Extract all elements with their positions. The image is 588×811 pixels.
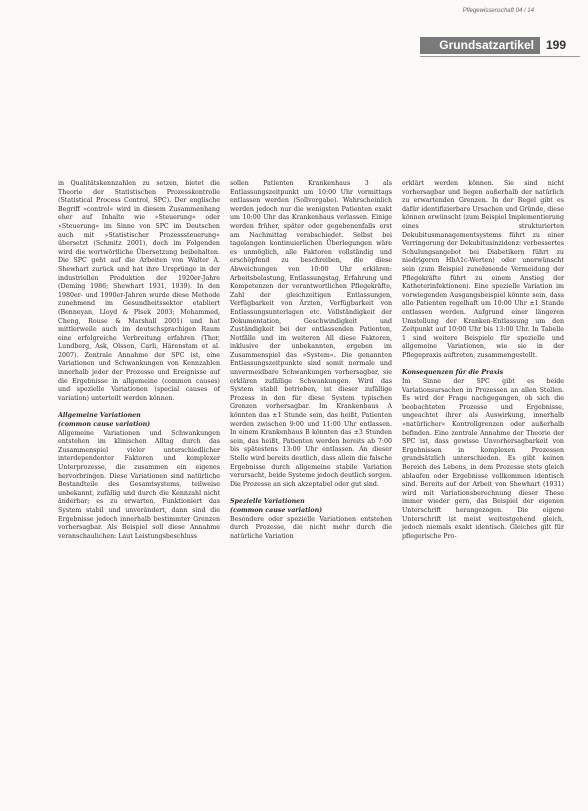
paragraph: Besondere oder spezielle Variationen entstehen durch Prozesse, die nicht mehr durch die natürliche Variation bbox=[230, 515, 392, 540]
subheading-sub: (common cause variation) bbox=[230, 506, 323, 514]
subheading: Allgemeine Variationen bbox=[58, 412, 141, 420]
paragraph: erklärt werden können. Sie sind nicht vorhersagbar und liegen außerhalb der natürlich zu erwartenden Grenzen. In der Regel gibt es dafür identifizierbare Ursachen und Gründe, diese können erwünscht (zum Beispiel Implementierung eines strukturierten Dekubitusmanagementsystems führt zu einer Verringerung der Dekubitusinzidenz: verbessertes Schulungsangebot bei Diabetikern führt zu niedrigeren HbA1c-Werten) oder unerwünscht sein (zum Beispiel zunehmende Vermeidung der Pflegekräfte führt zu einem Anstieg der Katheterinfektionen). Eine spezielle Variation im vorwiegenden Ausgangsbeispiel könnte sein, dass alle Patienten regelhaft um 10:00 Uhr ±1 Stunde entlassen werden. Aufgrund einer längeren Umstellung der Kranken-Entlassung um den Zeitpunkt auf 10:00 Uhr bis 13:00 Uhr. In Tabelle 1 sind weitere Beispiele für spezielle und allgemeine Variationen, wie sie in der Pflegepraxis auftreten, zusammengestellt. bbox=[402, 180, 564, 359]
page-number: 199 bbox=[546, 38, 567, 52]
text-column-3 bbox=[402, 180, 564, 541]
text-column-2 bbox=[230, 180, 392, 541]
paragraph: Allgemeine Variationen und Schwankungen entstehen im klinischen Alltag durch das Zusammenspiel vieler unterschiedlicher interdependenter Faktoren und komplexer Unterprozesse, die zusammen ein eigenes hervorbringen. Diese Variationen sind natürliche Bestandteile des Gesamtsystems, teilweise unbekannt, zufällig und durch die Kennzahl nicht änderbar; es zu erwarten. Funktioniert das System stabil und unverändert, dann sind die Ergebnisse jedoch innerhalb bestimmter Grenzen vorhersagbar. Als Beispiel soll diese Annahme veranschaulichen: Laut Leistungsbeschluss bbox=[58, 429, 220, 540]
subheading: Konsequenzen für die Praxis bbox=[402, 369, 504, 377]
paragraph: Im Sinne der SPC gibt es beide Variationsursachen in Prozessen an allen Stellen. Es wird der Frage nachgegangen, ob sich die beobachteten Prozesse und Ergebnisse, ungeachtet ihrer als Auswirkung, innerhalb »natürlicher« Kontrollgrenzen oder außerhalb befinden. Eine zentrale Annahme der Theorie der SPC ist, dass gewisse Unvorhersagbarkeit von Ergebnissen in komplexen Prozessen grundsätzlich unterschieden. Es gibt keinen Bereich des Lebens, in dem Prozesse stets gleich ablaufen oder Ergebnisse vollkommen identisch sind. Bereits auf der Arbeit von Shewhart (1931) wird mit Variationsberechnung dieser These immer wieder gern, das Beispiel der eigenen Unterschrift herangezogen. Die eigene Unterschrift ist meist weitestgehend gleich, jedoch niemals exakt identisch. Gleiches gilt für pflegerische Pro- bbox=[402, 378, 564, 540]
subheading-sub: (common cause variation) bbox=[58, 421, 151, 429]
paragraph: sollen Patienten Krankenhaus 3 als Entlassungszeitpunkt um 10:00 Uhr vormittags entlassen werden (Sollvorgabe). Wahrscheinlich werden jedoch nur die wenigsten Patienten exakt um 10:00 Uhr das Krankenhaus verlassen. Einige werden früher, später oder gegebenenfalls erst am Nachmittag verabschiedet. Selbst bei tagelangen kontinuierlichen Überlegungen wäre es unmöglich, alle Faktoren vollständig und erschöpfend zu beschreiben, die diese Abweichungen von 10:00 Uhr erklären: Arbeitsbelastung, Entlassungstag, Erfahrung und Kompetenzen der verantwortlichen Pflegekräfte, Zahl der gleichzeitigen Entlassungen, Verfügbarkeit von Ärzten, Verfügbarkeit von Entlassungsunterlagen etc. Vollständigkeit der Dokumentation, Geschwindigkeit und Zuständigkeit bei der entlassenden Patienten, Notfälle und im weiteren All diese Faktoren, inklusive der unbekannten, ergeben im Zusammenspiel das »System«. Die genannten Entlassungszeitpunkte sind somit normale und unvermeidbare Schwankungen vorhersagbar, sie erklären zufällige Schwankungen. Wird das System stabil betrieben, ist dieser zufällige Prozess in den für diese System typischen Grenzen vorhersagbar. Im Krankenhaus A könnten das ±1 Stunde sein, das heißt, Patienten werden zwischen 9:00 und 11:00 Uhr entlassen. In einem Krankenhaus B könnten das ±3 Stunden sein, das heißt, Patienten werden bereits ab 7:00 bis spätestens 13:00 Uhr entlassen. An dieser Stelle wird bereits deutlich, dass allein die falsche Ergebnisse durch allgemeine stabile Variation verursacht, beide Systeme jedoch deutlich sorgen. Die Prozesse an sich akzeptabel oder gut sind. bbox=[230, 180, 392, 488]
text-column-1 bbox=[58, 180, 220, 541]
journal-name: Pflegewissenschaft 04 / 14 bbox=[462, 8, 534, 14]
section-title: Grundsatzartikel bbox=[420, 37, 540, 54]
subheading: Spezielle Variationen bbox=[230, 498, 305, 506]
header-rule bbox=[420, 56, 580, 57]
paragraph: in Qualitätskennzahlen zu setzen, bietet die Theorie der Statistischen Prozesskontrolle (Statistical Process Control, SPC). Der englische Begriff »control« wird in diesem Zusammenhang eher auf Inhalte wie »Steuerung« oder »Steuerung« im Sinne von SPC im Deutschen auch mit »Statistischer Prozesssteuerung« übersetzt (Schmitz 2001), doch im Folgenden wird die wortwörtliche Übersetzung beibehalten. Die SPC geht auf die Arbeiten von Walter A. Shewhart zurück und hat ihre Ursprünge in der industriellen Produktion der 1920er-Jahre (Deming 1986; Shewhart 1931, 1939). In den 1980er- und 1990er-Jahren wurde diese Methode zunehmend im Gesundheitssektor etabliert (Benneyan, Lloyd & Plsek 2003; Mohammed, Cheng, Rouse & Marshall 2001) und hat mittlerweile auch im deutschsprachigen Raum eine erfolgreiche Verbreitung erfahren (Thor, Lundberg, Ask, Olsson, Carli, Härenstam et al. 2007). Zentrale Annahme der SPC ist, eine Variationen und Schwankungen von Kennzahlen innerhalb jeder der Prozesse und Ereignisse auf die Ergebnisse in allgemeine (common causes) und spezielle Variationen (special causes of variation) unterteilt werden können. bbox=[58, 180, 220, 402]
